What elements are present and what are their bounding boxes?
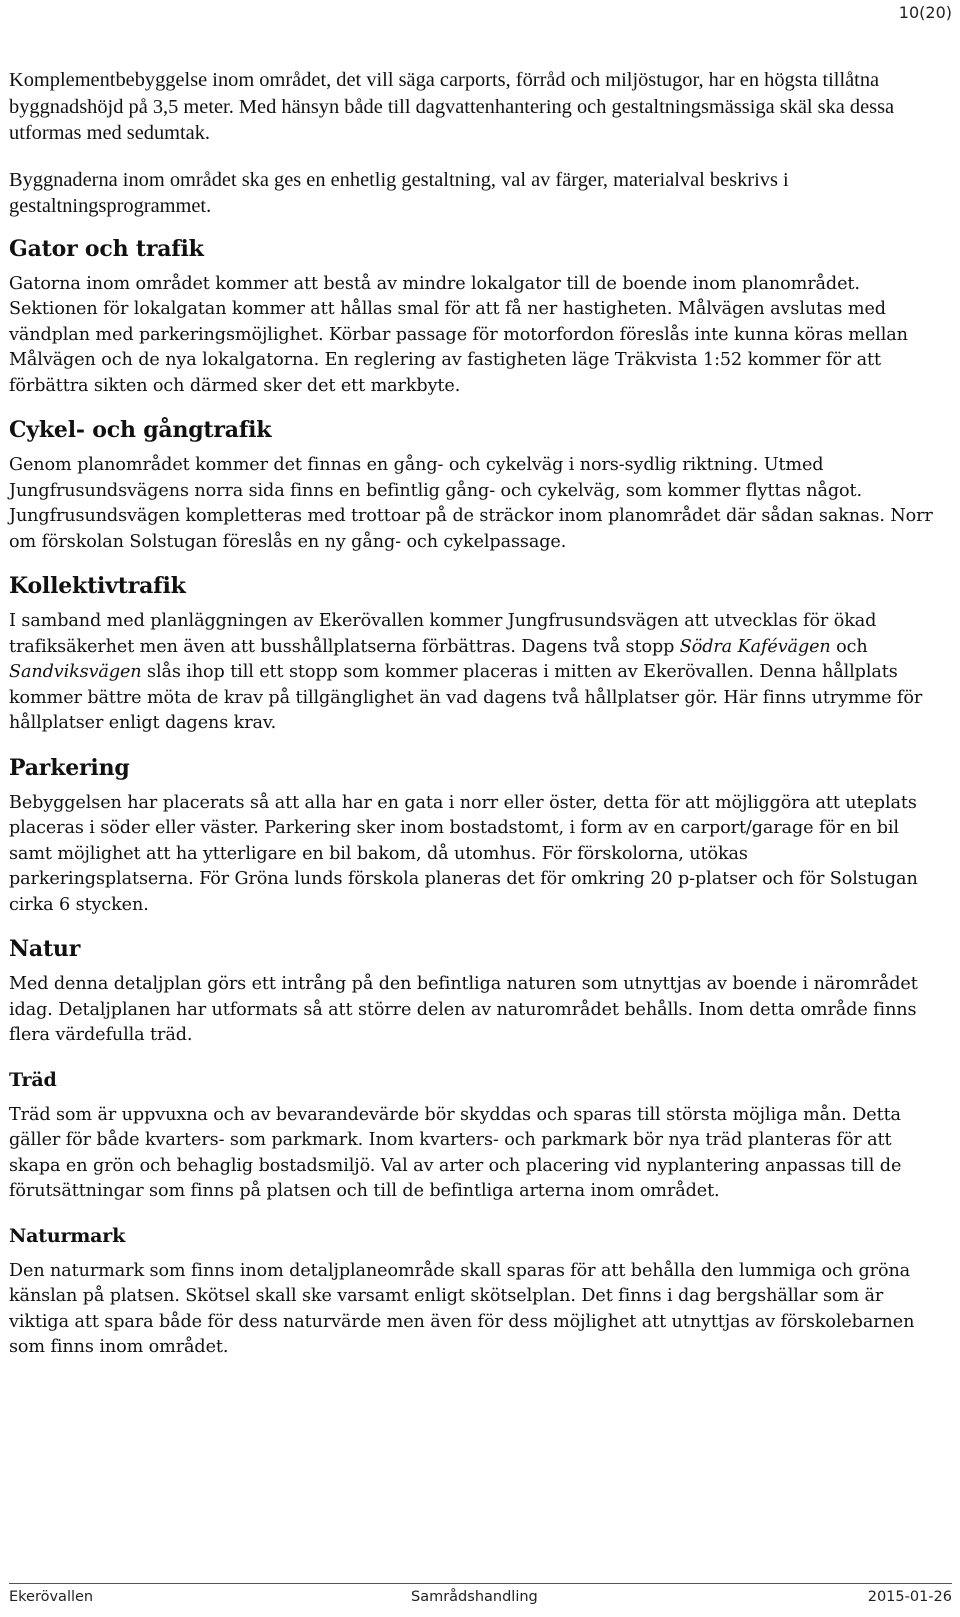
paragraph-kollektivtrafik xyxy=(9,609,934,737)
kollektiv-text-c: slås ihop till ett stopp som kommer placeras i mitten av Ekerövallen. Denna hållplats kommer bättre möta de krav på tillgänglighet än vad dagens två hållplatser gör. Här finns utrymme för hållplatser enligt dagens krav. xyxy=(9,662,923,733)
heading-trad: Träd xyxy=(9,1068,57,1091)
stop-sodra-kafevagen: Södra Kafévägen xyxy=(679,636,831,657)
paragraph-trad: Träd som är uppvuxna och av bevarandevärde bör skyddas och sparas till största möjliga mån. Detta gäller för både kvarters- som parkmark. Inom kvarters- och parkmark bör nya träd planteras för att skapa en grön och behaglig bostadsmiljö. Val av arter och placering vid nyplantering anpassas till de förutsättningar som finns på platsen och till de befintliga arterna inom området. xyxy=(9,1104,902,1201)
page-number: 10(20) xyxy=(898,3,952,22)
footer-project-name: Ekerövallen xyxy=(9,1589,94,1605)
stop-sandviksvagen: Sandviksvägen xyxy=(9,662,142,682)
footer-document-type: Samrådshandling xyxy=(411,1589,538,1605)
intro-paragraph-2: Byggnaderna inom området ska ges en enhetlig gestaltning, val av färger, materialval beskrivs i gestaltningsprogrammet. xyxy=(9,168,789,217)
intro-paragraph-1: Komplementbebyggelse inom området, det vill säga carports, förråd och miljöstugor, har en högsta tillåtna byggnadshöjd på 3,5 meter. Med hänsyn både till dagvattenhantering och gestaltningsmässiga skäl ska dessa utformas med sedumtak. xyxy=(9,69,895,144)
document-body xyxy=(9,67,934,1381)
paragraph-gator-och-trafik: Gatorna inom området kommer att bestå av mindre lokalgator till de boende inom planområdet. Sektionen för lokalgatan kommer att hållas smal för att få ner hastigheten. Målvägen avslutas med vändplan med parkeringsmöjlighet. Körbar passage för motorfordon föreslås inte kunna köras mellan Målvägen och de nya lokalgatorna. En reglering av fastigheten läge Träkvista 1:52 kommer för att förbättra sikten och därmed sker det ett markbyte. xyxy=(9,273,908,396)
paragraph-cykel-och-gangtrafik: Genom planområdet kommer det finnas en gång- och cykelväg i nors-sydlig riktning. Utmed Jungfrusundsvägens norra sida finns en befintlig gång- och cykelväg, som kommer flyttas något. Jungfrusundsvägen kompletteras med trottoar på de sträckor inom planområdet där sådan saknas. Norr om förskolan Solstugan föreslås en ny gång- och cykelpassage. xyxy=(9,455,933,552)
heading-natur: Natur xyxy=(9,936,81,962)
kollektiv-text-a: I samband med planläggningen av Ekerövallen kommer Jungfrusundsvägen att utvecklas för ökad trafiksäkerhet men även att busshållplatserna förbättras. Dagens två stopp xyxy=(9,611,877,657)
heading-naturmark: Naturmark xyxy=(9,1224,126,1247)
footer-date: 2015-01-26 xyxy=(867,1589,952,1605)
kollektiv-text-b: och xyxy=(830,636,868,657)
paragraph-natur: Med denna detaljplan görs ett intrång på den befintliga naturen som utnyttjas av boende i närområdet idag. Detaljplanen har utformats så att större delen av naturområdet behålls. Inom detta område finns flera värdefulla träd. xyxy=(9,974,918,1045)
page-footer xyxy=(9,1583,952,1608)
heading-kollektivtrafik: Kollektivtrafik xyxy=(9,573,186,599)
paragraph-naturmark: Den naturmark som finns inom detaljplaneområde skall sparas för att behålla den lummiga och gröna känslan på platsen. Skötsel skall ske varsamt enligt skötselplan. Det finns i dag bergshällar som är viktiga att spara både för dess naturvärde men även för dess möjlighet att utnyttjas av förskolebarnen som finns inom området. xyxy=(9,1260,915,1357)
heading-gator-och-trafik: Gator och trafik xyxy=(9,235,204,262)
heading-parkering: Parkering xyxy=(9,754,130,781)
paragraph-parkering: Bebyggelsen har placerats så att alla har en gata i norr eller öster, detta för att möjliggöra att uteplats placeras i söder eller väster. Parkering sker inom bostadstomt, i form av en carport/garage för en bil samt möjlighet att ha ytterligare en bil bakom, då utomhus. För förskolorna, utökas parkeringsplatserna. För Gröna lunds förskola planeras det för omkring 20 p-platser och för Solstugan cirka 6 stycken. xyxy=(9,792,918,915)
heading-cykel-och-gangtrafik: Cykel- och gångtrafik xyxy=(9,417,272,443)
